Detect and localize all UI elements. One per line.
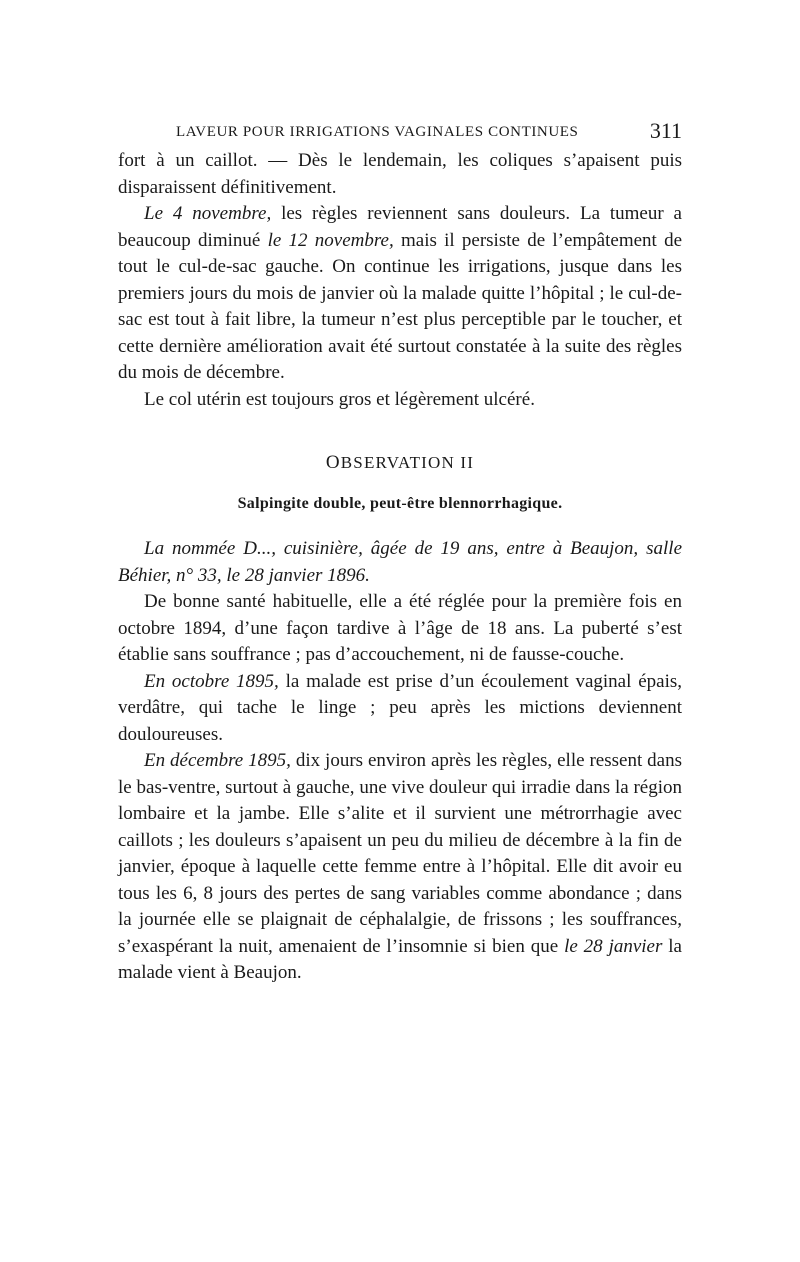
case-intro: La nommée D..., cuisinière, âgée de 19 ans, entre à Beaujon, salle Béhier, n° 33, le 28 janvier 1896.: [118, 538, 682, 586]
paragraph-text: la malade est prise d’un écoulement vaginal épais, verdâtre, qui tache le linge ; peu après les mictions deviennent douloureuses.: [118, 670, 682, 745]
running-header: [176, 118, 682, 148]
observation-heading-rest: BSERVATION II: [340, 453, 475, 472]
paragraph-october: [118, 669, 682, 749]
paragraph-text: les règles reviennent sans douleurs. La tumeur a beaucoup diminué: [118, 203, 682, 251]
paragraph-history: [118, 589, 682, 669]
date-italic: le 12 novembre,: [267, 229, 394, 251]
paragraph-text: la malade vient à Beaujon.: [118, 935, 682, 983]
paragraph-col-uterin: [118, 387, 682, 414]
paragraph-text: fort à un caillot. — Dès le lendemain, les coliques s’apaisent puis disparaissent définitivement.: [118, 150, 682, 198]
paragraph-december: [118, 748, 682, 987]
page-number: 311: [649, 118, 682, 143]
observation-heading: [118, 450, 682, 476]
date-italic: Le 4 novembre,: [144, 203, 272, 224]
observation-heading-initial: O: [325, 452, 341, 473]
observation-title: Salpingite double, peut-être blennorrhagique.: [237, 495, 563, 512]
date-italic: le 28 janvier: [564, 935, 663, 957]
running-title: LAVEUR POUR IRRIGATIONS VAGINALES CONTINUES: [176, 124, 579, 140]
paragraph-text: mais il persiste de l’empâtement de tout le cul-de-sac gauche. On continue les irrigations, jusque dans les premiers jours du mois de janvier où la malade quitte l’hôpital ; le cul-de-sac est tout à fait libre, la tumeur n’est plus perceptible par le toucher, et cette dernière amélioration avait été surtout constatée à la suite des règles du mois de décembre.: [118, 229, 682, 383]
date-italic: En octobre 1895,: [144, 670, 279, 692]
paragraph-text: De bonne santé habituelle, elle a été réglée pour la première fois en octobre 1894, d’une façon tardive à l’âge de 18 ans. La puberté s’est établie sans souffrance ; pas d’accouchement, ni de fausse-couche.: [118, 591, 682, 665]
paragraph-text: Le col utérin est toujours gros et légèrement ulcéré.: [144, 388, 535, 410]
date-italic: En décembre 1895,: [144, 750, 291, 771]
body-text: [118, 148, 682, 987]
paragraph-november: [118, 201, 682, 387]
paragraph-text: dix jours environ après les règles, elle ressent dans le bas-ventre, surtout à gauche, une vive douleur qui irradie dans la région lombaire et la jambe. Elle s’alite et il survient une métrorrhagie avec caillots ; les douleurs s’apaisent un peu du milieu de décembre à la fin de janvier, époque à laquelle cette femme entre à l’hôpital. Elle dit avoir eu tous les 6, 8 jours des pertes de sang variables comme abondance ; dans la journée elle se plaignait de céphalalgie, de frissons ; les souffrances, s’exaspérant la nuit, amenaient de l’insomnie si bien que: [118, 750, 683, 957]
paragraph-continuation: [118, 148, 682, 201]
